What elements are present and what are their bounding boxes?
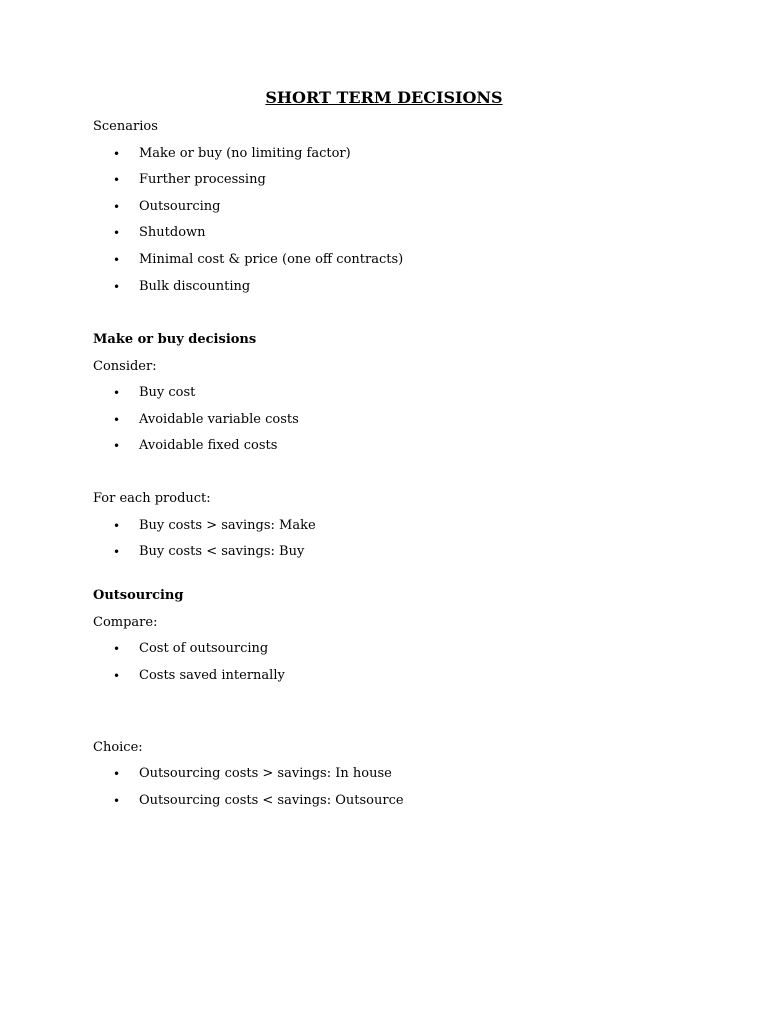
bullet-icon: • — [113, 386, 121, 400]
list-item: Buy cost — [139, 385, 196, 400]
section-heading-outsourcing: Outsourcing — [93, 588, 184, 603]
list-item: Costs saved internally — [139, 668, 285, 683]
bullet-icon: • — [113, 200, 121, 214]
bullet-icon: • — [113, 413, 121, 427]
list-item: Buy costs < savings: Buy — [139, 544, 305, 559]
list-item: Make or buy (no limiting factor) — [139, 146, 351, 161]
bullet-icon: • — [113, 226, 121, 240]
list-item: Further processing — [139, 172, 266, 187]
bullet-icon: • — [113, 280, 121, 294]
scenarios-label: Scenarios — [93, 119, 158, 134]
list-item: Avoidable fixed costs — [139, 438, 278, 453]
list-item: Shutdown — [139, 225, 206, 240]
bullet-icon: • — [113, 439, 121, 453]
list-item: Outsourcing — [139, 199, 221, 214]
bullet-icon: • — [113, 767, 121, 781]
list-item: Bulk discounting — [139, 279, 251, 294]
consider-label: Consider: — [93, 359, 157, 374]
page-title: SHORT TERM DECISIONS — [265, 88, 503, 107]
bullet-icon: • — [113, 147, 121, 161]
list-item: Cost of outsourcing — [139, 641, 269, 656]
bullet-icon: • — [113, 669, 121, 683]
compare-label: Compare: — [93, 615, 158, 630]
choice-label: Choice: — [93, 740, 143, 755]
bullet-icon: • — [113, 173, 121, 187]
bullet-icon: • — [113, 642, 121, 656]
for-each-product-label: For each product: — [93, 491, 211, 506]
bullet-icon: • — [113, 794, 121, 808]
bullet-icon: • — [113, 519, 121, 533]
section-heading-make-or-buy: Make or buy decisions — [93, 332, 257, 347]
list-item: Outsourcing costs > savings: In house — [139, 766, 392, 781]
bullet-icon: • — [113, 253, 121, 267]
list-item: Buy costs > savings: Make — [139, 518, 316, 533]
bullet-icon: • — [113, 545, 121, 559]
list-item: Minimal cost & price (one off contracts) — [139, 252, 404, 267]
list-item: Outsourcing costs < savings: Outsource — [139, 793, 404, 808]
list-item: Avoidable variable costs — [139, 412, 299, 427]
